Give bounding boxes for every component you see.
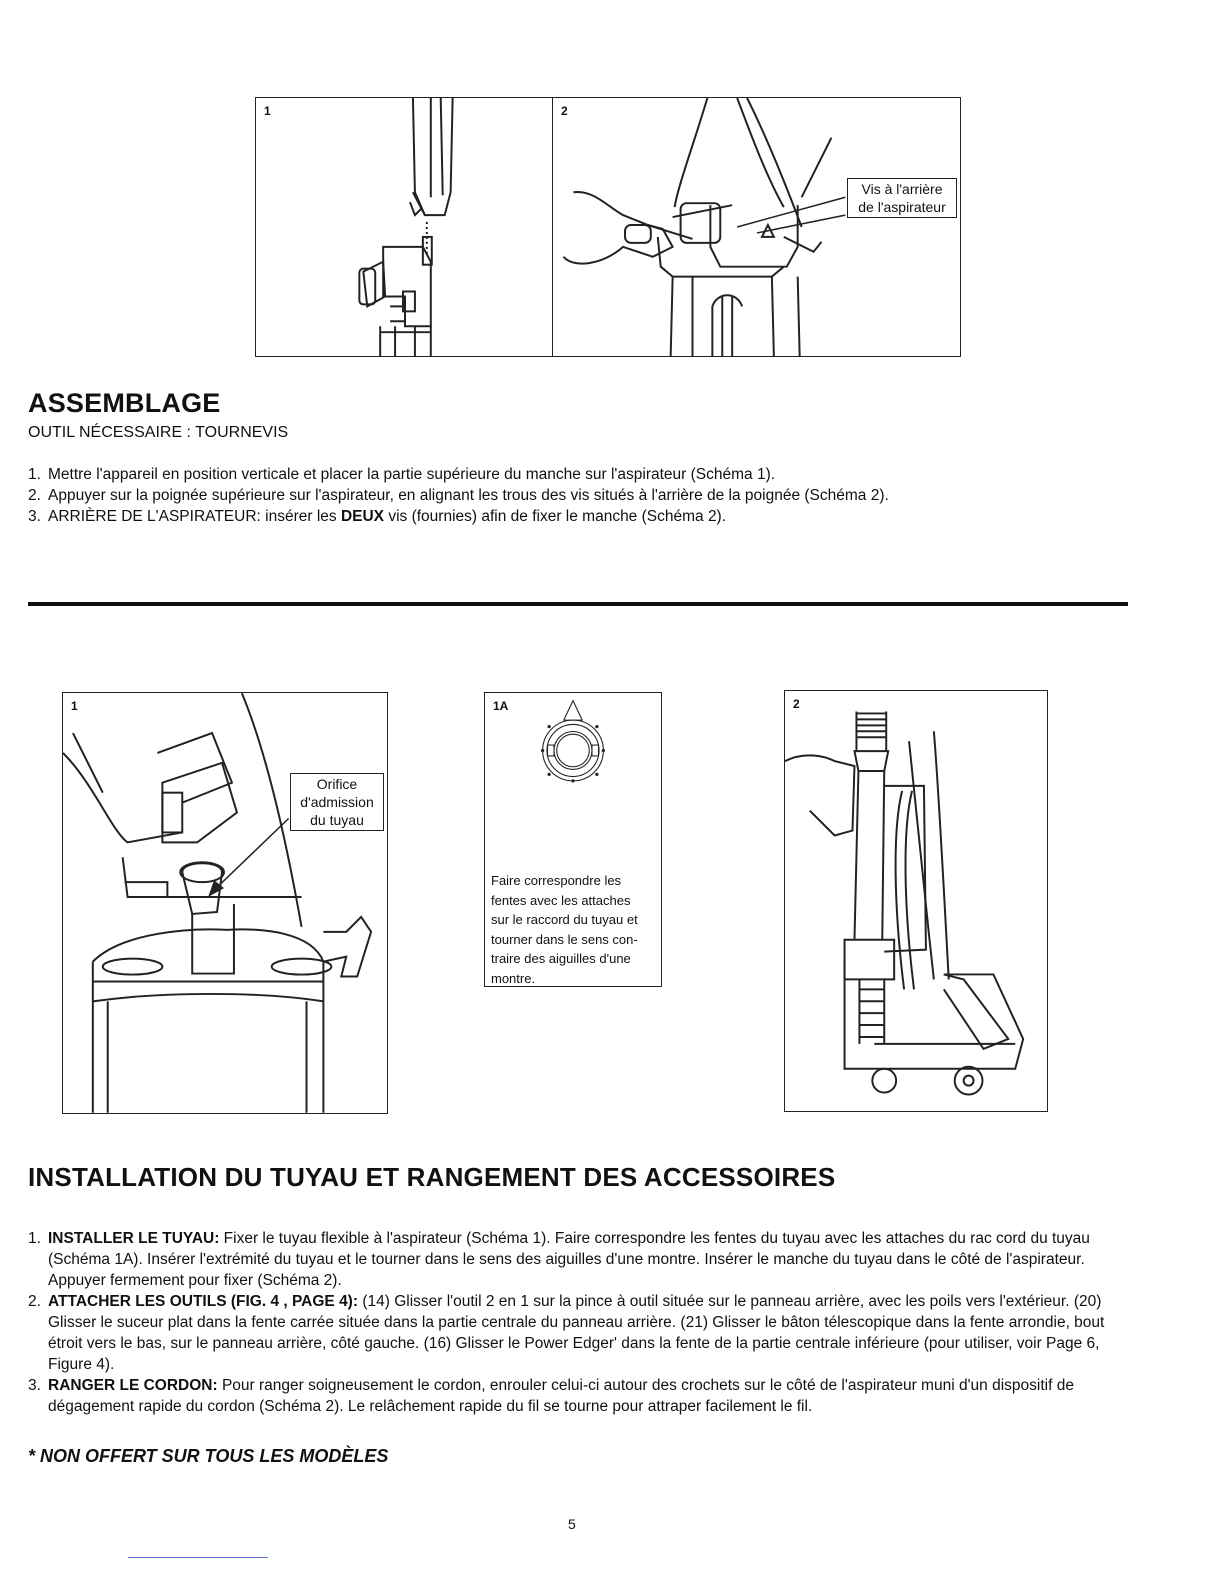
callout-line: d'admission [300,794,374,810]
hose-intake-callout [290,773,384,831]
handle-insertion-illustration [256,98,553,356]
step-number: 3. [28,1377,41,1394]
screwdriver-illustration [553,98,960,356]
hose-connector-note [485,865,661,987]
callout-line: du tuyau [310,812,364,828]
step-text-pre: ARRIÈRE DE L'ASPIRATEUR: insérer les [48,508,341,525]
note-line: fentes avec les attaches [491,892,631,908]
figure-number: 1 [264,104,271,118]
installation-heading: INSTALLATION DU TUYAU ET RANGEMENT DES ACCESSOIRES [28,1162,836,1192]
step-number: 1. [28,1230,41,1247]
step-text: Fixer le tuyau flexible à l'aspirateur (Schéma 1). Faire correspondre les fentes du tuyau avec les attaches du rac cord du tuyau (Schéma 1A). Insérer l'extrémité du tuyau et le tourner dans le sens des aiguilles d'une montre. Insérer le manche du tuyau dans le côté de l'aspirateur. Appuyer fermement pour fixer (Schéma 2). [48,1230,1090,1289]
hose-connector-illustration [485,693,661,853]
step-text: Pour ranger soigneusement le cordon, enrouler celui-ci autour des crochets sur le côté de l'aspirateur muni d'un dispositif de dégagement rapide du cordon (Schéma 2). Le relâchement rapide du fil se tourne pour attraper facilement le fil. [48,1377,1074,1415]
figure-1-hose-intake [62,692,388,1114]
installation-steps [28,1228,1123,1417]
assemblage-steps [28,464,1208,527]
figure-2-cord-storage [784,690,1048,1112]
installation-step [28,1228,1123,1291]
step-number: 3. [28,508,41,525]
section-divider [28,602,1128,606]
step-title: INSTALLER LE TUYAU: [48,1230,220,1247]
cord-storage-illustration [785,691,1047,1111]
figure-1-handle-insertion [255,97,554,357]
step-number: 2. [28,487,41,504]
callout-line: Vis à l'arrière [861,181,943,197]
note-line: sur le raccord du tuyau et [491,912,638,927]
page-number: 5 [568,1516,576,1532]
figure-number: 2 [793,697,800,711]
step-title: RANGER LE CORDON: [48,1377,218,1394]
figure-number: 1A [493,699,509,713]
screw-callout [847,178,957,218]
note-line: Faire correspondre les [491,873,622,888]
installation-step [28,1375,1123,1417]
step-number: 2. [28,1293,41,1310]
step-text: Appuyer sur la poignée supérieure sur l'aspirateur, en alignant les trous des vis situés à l'arrière de la poignée (Schéma 2). [48,487,889,504]
step-title: ATTACHER LES OUTILS (FIG. 4 , PAGE 4): [48,1293,359,1310]
footnote: * NON OFFERT SUR TOUS LES MODÈLES [28,1446,389,1466]
figure-1a-hose-connector [484,692,662,987]
note-line: tourner dans le sens con- [491,931,638,947]
assemblage-step [28,506,1208,527]
hose-intake-illustration [63,693,387,1113]
callout-line: de l'aspirateur [858,199,946,215]
step-text: (14) Glisser l'outil 2 en 1 sur la pince à outil située sur le panneau arrière, avec les poils vers l'extérieur. (20) Glisser le suceur plat dans la fente carrée située dans la partie centrale du panneau arrière. (21) Glisser le bâton télescopique dans la fente arrondie, bout étroit vers le bas, sur le panneau arrière, côté gauche. (16) Glisser le Power Edger' dans la fente de la partie centrale inférieure (pour utiliser, voir Page 6, Figure 4). [48,1293,1105,1373]
assemblage-subtitle: OUTIL NÉCESSAIRE : TOURNEVIS [28,424,289,441]
callout-line: Orifice [316,776,358,792]
figure-number: 2 [561,104,568,118]
note-line: montre. [491,970,536,986]
scan-line [128,1557,268,1558]
step-text-post: vis (fournies) afin de fixer le manche (Schéma 2). [384,508,727,525]
installation-step [28,1291,1123,1375]
step-text-bold: DEUX [340,508,385,525]
assemblage-heading: ASSEMBLAGE [28,388,221,418]
figure-number: 1 [71,699,78,713]
assemblage-step [28,485,1208,506]
step-number: 1. [28,466,41,483]
assemblage-step [28,464,1208,485]
note-line: traire des aiguilles d'une [491,951,631,966]
step-text: Mettre l'appareil en position verticale et placer la partie supérieure du manche sur l'aspirateur (Schéma 1). [48,466,776,483]
figure-2-screw-installation [552,97,961,357]
